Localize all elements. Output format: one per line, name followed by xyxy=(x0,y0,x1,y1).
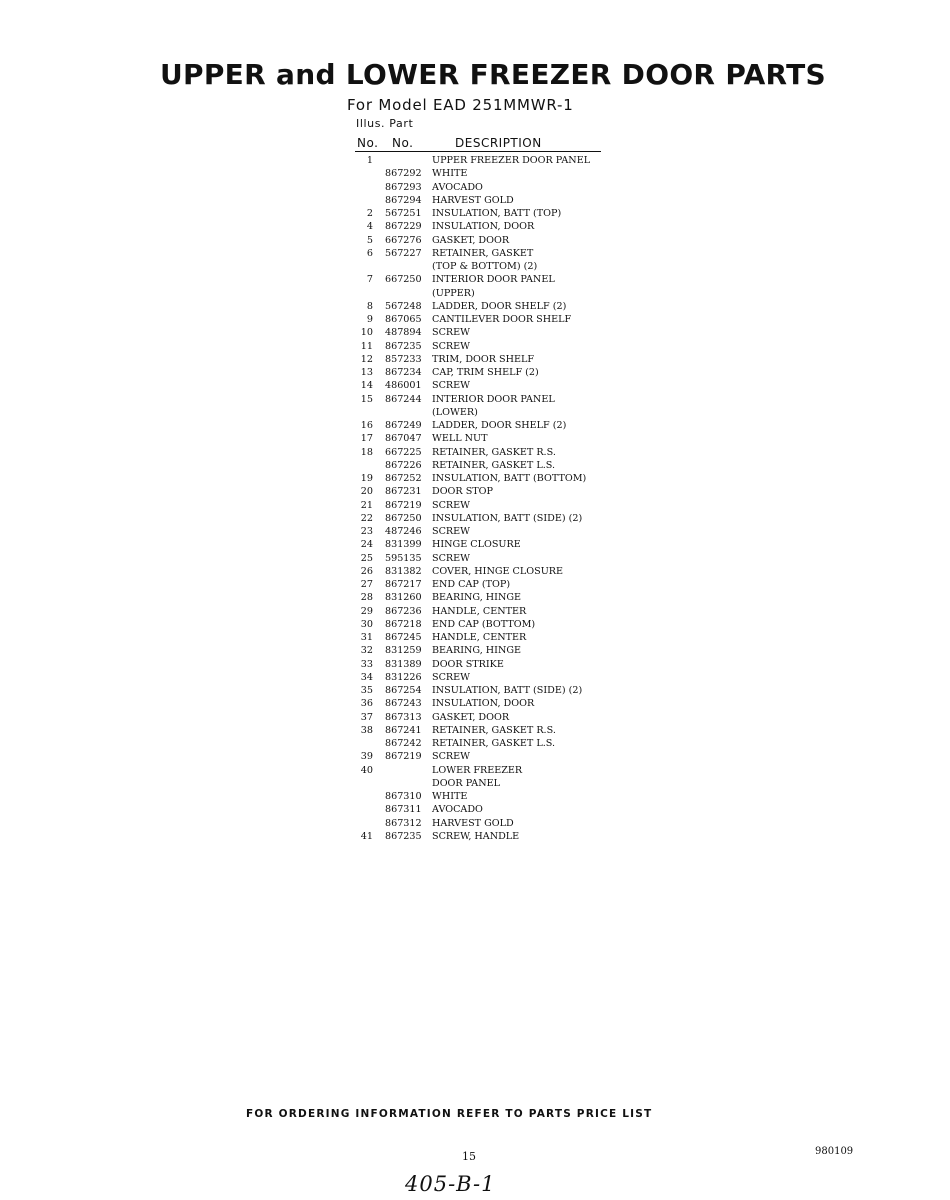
part-number: 867243 xyxy=(385,698,422,710)
part-description: DOOR STOP xyxy=(432,486,493,498)
part-description: HARVEST GOLD xyxy=(432,817,514,829)
part-number: 831389 xyxy=(385,658,422,670)
part-description: SCREW, HANDLE xyxy=(432,830,520,842)
table-row xyxy=(355,406,615,419)
header-rule xyxy=(355,151,601,152)
part-description: INSULATION, BATT (TOP) xyxy=(432,208,562,219)
illus-no: 10 xyxy=(360,327,373,339)
part-description: RETAINER, GASKET xyxy=(432,247,534,259)
part-description: DOOR PANEL xyxy=(432,777,500,789)
illus-no: 15 xyxy=(360,393,373,405)
table-row xyxy=(355,764,615,777)
illus-no: 21 xyxy=(360,499,373,511)
part-description: BEARING, HINGE xyxy=(432,592,522,604)
part-description: RETAINER, GASKET R.S. xyxy=(432,446,556,458)
table-row xyxy=(355,671,615,684)
part-description: SCREW xyxy=(432,380,471,392)
part-description: WHITE xyxy=(432,791,468,802)
part-description: WELL NUT xyxy=(432,433,488,445)
table-row xyxy=(355,340,615,353)
illus-no: 24 xyxy=(360,539,373,551)
part-number: 831259 xyxy=(385,645,422,657)
illus-no: 31 xyxy=(360,632,373,643)
part-description: INSULATION, BATT (SIDE) (2) xyxy=(432,512,583,524)
parts-table xyxy=(355,154,615,843)
description-header: DESCRIPTION xyxy=(455,136,542,150)
table-row xyxy=(355,605,615,618)
part-number: 867242 xyxy=(385,738,422,749)
illus-no: 26 xyxy=(360,565,373,577)
table-row xyxy=(355,724,615,737)
table-row xyxy=(355,313,615,326)
part-number: 867226 xyxy=(385,459,422,471)
part-description: LADDER, DOOR SHELF (2) xyxy=(432,420,567,431)
table-row xyxy=(355,684,615,697)
part-description: GASKET, DOOR xyxy=(432,711,510,723)
part-description: INSULATION, BATT (SIDE) (2) xyxy=(432,685,583,696)
table-row xyxy=(355,750,615,763)
illus-no: 33 xyxy=(360,658,373,670)
table-row xyxy=(355,446,615,459)
part-number: 867241 xyxy=(385,724,422,736)
part-description: HARVEST GOLD xyxy=(432,194,514,206)
table-row xyxy=(355,565,615,578)
illus-part-header: Illus. Part xyxy=(356,117,414,130)
part-description: (UPPER) xyxy=(432,287,475,299)
illus-no: 7 xyxy=(366,274,373,286)
table-row xyxy=(355,287,615,300)
table-row xyxy=(355,485,615,498)
illus-no: 11 xyxy=(360,340,373,352)
illus-no: 27 xyxy=(360,579,373,590)
illus-no: 17 xyxy=(360,433,373,445)
part-description: AVOCADO xyxy=(432,181,483,193)
part-number: 867294 xyxy=(385,194,422,206)
illus-no: 8 xyxy=(366,300,373,312)
part-description: END CAP (TOP) xyxy=(432,579,511,590)
part-description: HANDLE, CENTER xyxy=(432,605,527,617)
illus-no-header: No. xyxy=(357,136,379,150)
table-row xyxy=(355,591,615,604)
part-description: END CAP (BOTTOM) xyxy=(432,618,536,630)
table-row xyxy=(355,247,615,260)
document-code: 980109 xyxy=(815,1146,854,1157)
part-number: 867292 xyxy=(385,168,422,180)
illus-no: 23 xyxy=(360,526,373,537)
part-number: 867219 xyxy=(385,499,422,511)
part-description: INTERIOR DOOR PANEL xyxy=(432,274,555,286)
part-number: 867218 xyxy=(385,618,422,630)
table-row xyxy=(355,525,615,538)
table-row xyxy=(355,273,615,286)
table-row xyxy=(355,419,615,432)
table-row xyxy=(355,512,615,525)
part-description: RETAINER, GASKET L.S. xyxy=(432,459,556,471)
illus-no: 37 xyxy=(360,711,373,723)
table-row xyxy=(355,432,615,445)
part-number: 867235 xyxy=(385,340,422,352)
table-row xyxy=(355,379,615,392)
part-number: 867313 xyxy=(385,711,422,723)
illus-no: 22 xyxy=(360,512,373,524)
illus-no: 20 xyxy=(360,486,373,498)
table-row xyxy=(355,737,615,750)
table-row xyxy=(355,393,615,406)
part-number: 867229 xyxy=(385,221,422,233)
part-number: 867236 xyxy=(385,605,422,617)
part-number: 867252 xyxy=(385,473,422,484)
illus-no: 25 xyxy=(360,552,373,564)
table-row xyxy=(355,631,615,644)
illus-no: 28 xyxy=(360,592,373,604)
table-row xyxy=(355,552,615,565)
part-description: GASKET, DOOR xyxy=(432,234,510,246)
illus-no: 2 xyxy=(366,208,373,219)
table-row xyxy=(355,803,615,816)
part-number: 567251 xyxy=(385,208,422,219)
part-number: 867312 xyxy=(385,817,422,829)
part-number: 487894 xyxy=(385,327,422,339)
part-number: 867249 xyxy=(385,420,422,431)
table-row xyxy=(355,300,615,313)
part-number: 831399 xyxy=(385,539,422,551)
part-description: SCREW xyxy=(432,499,471,511)
illus-no: 39 xyxy=(360,751,373,763)
part-number: 867250 xyxy=(385,512,422,524)
handwritten-note: 405-B-1 xyxy=(405,1172,496,1196)
part-description: INTERIOR DOOR PANEL xyxy=(432,393,555,405)
part-description: DOOR STRIKE xyxy=(432,658,504,670)
part-number: 867310 xyxy=(385,791,422,802)
table-row xyxy=(355,154,615,167)
table-row xyxy=(355,777,615,790)
illus-no: 32 xyxy=(360,645,373,657)
part-number: 857233 xyxy=(385,353,422,365)
part-number: 595135 xyxy=(385,552,422,564)
part-description: SCREW xyxy=(432,340,471,352)
part-description: SCREW xyxy=(432,552,471,564)
table-row xyxy=(355,697,615,710)
illus-no: 1 xyxy=(366,155,373,166)
table-row xyxy=(355,326,615,339)
table-row xyxy=(355,711,615,724)
table-row xyxy=(355,618,615,631)
part-number: 867245 xyxy=(385,632,422,643)
part-number: 667225 xyxy=(385,446,422,458)
table-row xyxy=(355,472,615,485)
table-row xyxy=(355,260,615,273)
part-number: 831382 xyxy=(385,565,422,577)
illus-no: 38 xyxy=(360,724,373,736)
part-description: BEARING, HINGE xyxy=(432,645,522,657)
table-row xyxy=(355,207,615,220)
part-description: LOWER FREEZER xyxy=(432,764,523,776)
part-description: (LOWER) xyxy=(432,406,478,418)
part-number: 831226 xyxy=(385,671,422,683)
table-row xyxy=(355,194,615,207)
table-row xyxy=(355,830,615,843)
part-number: 667250 xyxy=(385,274,422,286)
part-number: 567248 xyxy=(385,300,422,312)
part-description: CAP, TRIM SHELF (2) xyxy=(432,367,539,378)
table-row xyxy=(355,234,615,247)
page-title: UPPER and LOWER FREEZER DOOR PARTS xyxy=(160,58,827,91)
part-number: 867311 xyxy=(385,804,422,816)
part-description: COVER, HINGE CLOSURE xyxy=(432,565,564,577)
part-number: 667276 xyxy=(385,234,422,246)
part-description: SCREW xyxy=(432,751,471,763)
part-description: HINGE CLOSURE xyxy=(432,539,521,551)
illus-no: 30 xyxy=(360,618,373,630)
illus-no: 40 xyxy=(360,764,373,776)
table-row xyxy=(355,181,615,194)
part-number: 567227 xyxy=(385,247,422,259)
part-description: SCREW xyxy=(432,526,471,537)
part-description: WHITE xyxy=(432,168,468,180)
part-number: 487246 xyxy=(385,526,422,537)
page-number: 15 xyxy=(462,1150,476,1163)
part-description: LADDER, DOOR SHELF (2) xyxy=(432,300,567,312)
table-row xyxy=(355,459,615,472)
illus-no: 41 xyxy=(360,830,373,842)
part-number: 867235 xyxy=(385,830,422,842)
part-number: 867244 xyxy=(385,393,422,405)
illus-no: 29 xyxy=(360,605,373,617)
part-number: 486001 xyxy=(385,380,422,392)
illus-no: 6 xyxy=(366,247,373,259)
part-number: 867231 xyxy=(385,486,422,498)
part-description: RETAINER, GASKET L.S. xyxy=(432,738,556,749)
part-description: SCREW xyxy=(432,327,471,339)
part-description: INSULATION, DOOR xyxy=(432,698,535,710)
table-row xyxy=(355,644,615,657)
illus-no: 5 xyxy=(366,234,373,246)
illus-no: 13 xyxy=(360,367,373,378)
part-description: HANDLE, CENTER xyxy=(432,632,527,643)
illus-no: 9 xyxy=(366,314,373,325)
illus-no: 19 xyxy=(360,473,373,484)
table-row xyxy=(355,817,615,830)
table-row xyxy=(355,353,615,366)
part-no-header: No. xyxy=(392,136,414,150)
part-number: 867217 xyxy=(385,579,422,590)
illus-no: 34 xyxy=(360,671,373,683)
table-row xyxy=(355,578,615,591)
part-number: 867065 xyxy=(385,314,422,325)
part-number: 867047 xyxy=(385,433,422,445)
part-description: TRIM, DOOR SHELF xyxy=(432,353,534,365)
part-description: CANTILEVER DOOR SHELF xyxy=(432,314,572,325)
table-row xyxy=(355,538,615,551)
illus-no: 14 xyxy=(360,380,373,392)
part-description: RETAINER, GASKET R.S. xyxy=(432,724,556,736)
ordering-note: FOR ORDERING INFORMATION REFER TO PARTS PRICE LIST xyxy=(246,1108,653,1120)
part-number: 831260 xyxy=(385,592,422,604)
model-subtitle: For Model EAD 251MMWR-1 xyxy=(347,96,574,114)
part-number: 867293 xyxy=(385,181,422,193)
part-description: AVOCADO xyxy=(432,804,483,816)
illus-no: 35 xyxy=(360,685,373,696)
part-description: UPPER FREEZER DOOR PANEL xyxy=(432,155,591,166)
table-row xyxy=(355,790,615,803)
table-row xyxy=(355,499,615,512)
table-row xyxy=(355,366,615,379)
illus-no: 4 xyxy=(366,221,373,233)
part-description: SCREW xyxy=(432,671,471,683)
illus-no: 16 xyxy=(360,420,373,431)
table-row xyxy=(355,167,615,180)
part-number: 867219 xyxy=(385,751,422,763)
part-description: INSULATION, BATT (BOTTOM) xyxy=(432,473,587,484)
table-row xyxy=(355,220,615,233)
part-number: 867234 xyxy=(385,367,422,378)
illus-no: 12 xyxy=(360,353,373,365)
table-row xyxy=(355,658,615,671)
illus-no: 36 xyxy=(360,698,373,710)
part-description: INSULATION, DOOR xyxy=(432,221,535,233)
part-description: (TOP & BOTTOM) (2) xyxy=(432,261,538,272)
illus-no: 18 xyxy=(360,446,373,458)
part-number: 867254 xyxy=(385,685,422,696)
